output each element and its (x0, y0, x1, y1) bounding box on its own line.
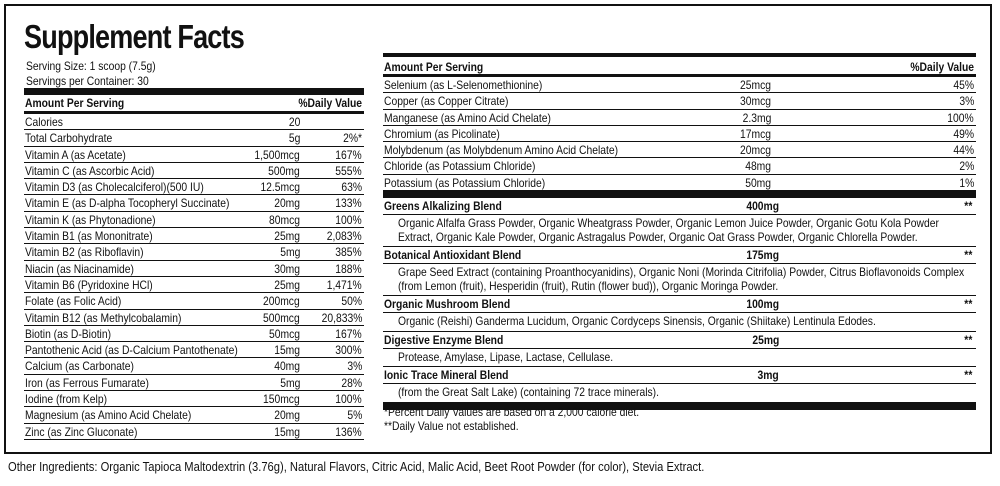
header-amount-label: Amount Per Serving (25, 96, 125, 110)
nutrient-daily-value: 100% (335, 392, 362, 407)
thick-rule (24, 88, 364, 95)
blend-name: Ionic Trace Mineral Blend (384, 368, 509, 383)
label-title: Supplement Facts (24, 18, 244, 55)
nutrient-row (24, 163, 364, 179)
nutrient-row (24, 147, 364, 163)
other-ingredients: Other Ingredients: Organic Tapioca Maltodextrin (3.76g), Natural Flavors, Citric Acid, Malic Acid, Beet Root Powder (for color), Stevia Extract. (8, 459, 705, 474)
blend-header-row (383, 367, 976, 384)
thick-rule (383, 191, 976, 198)
nutrient-row (24, 358, 364, 374)
nutrient-row (383, 77, 976, 93)
nutrient-amount: 30mcg (740, 94, 771, 109)
nutrient-row (383, 158, 976, 174)
nutrient-name: Selenium (as L-Selenomethionine) (384, 78, 543, 92)
nutrient-row (24, 407, 364, 423)
nutrient-name: Potassium (as Potassium Chloride) (384, 175, 546, 190)
nutrient-amount: 500mcg (263, 310, 300, 325)
nutrient-name: Total Carbohydrate (25, 131, 113, 146)
blend-name: Botanical Antioxidant Blend (384, 248, 522, 263)
footnote-not-established: **Daily Value not established. (384, 419, 519, 433)
nutrient-row (24, 228, 364, 244)
nutrient-row (383, 93, 976, 109)
nutrient-name: Biotin (as D-Biotin) (25, 326, 112, 341)
nutrient-daily-value: 167% (335, 326, 362, 341)
nutrient-daily-value: 5% (347, 408, 362, 423)
nutrient-daily-value: 20,833% (321, 310, 362, 325)
blend-name: Greens Alkalizing Blend (384, 199, 502, 214)
serving-size: Serving Size: 1 scoop (7.5g) (26, 59, 156, 73)
nutrient-amount: 15mg (274, 343, 300, 358)
nutrient-daily-value: 100% (335, 212, 362, 227)
blend-ingredients-text: (from the Great Salt Lake) (containing 72 trace minerals). (398, 385, 659, 400)
nutrient-daily-value: 136% (335, 424, 362, 439)
nutrient-amount: 25mg (274, 229, 300, 244)
nutrient-daily-value: 63% (341, 180, 362, 195)
nutrient-row (24, 244, 364, 260)
nutrient-name: Pantothenic Acid (as D-Calcium Pantothenate) (25, 343, 238, 358)
nutrient-row (24, 212, 364, 228)
blend-amount: 100mg (746, 297, 779, 312)
nutrient-amount: 40mg (274, 359, 300, 374)
nutrient-amount: 12.5mcg (260, 180, 300, 195)
nutrient-row (24, 391, 364, 407)
header-amount-label: Amount Per Serving (384, 60, 484, 74)
nutrient-daily-value: 50% (341, 294, 362, 309)
nutrient-daily-value: 167% (335, 147, 362, 162)
right-nutrient-table (383, 53, 976, 410)
nutrient-row (383, 142, 976, 158)
nutrient-amount: 2.3mg (742, 110, 771, 125)
blend-daily-value: ** (963, 332, 972, 347)
blend-amount: 25mg (752, 332, 779, 347)
nutrient-amount: 500mg (268, 163, 300, 178)
nutrient-name: Vitamin C (as Ascorbic Acid) (25, 163, 155, 178)
nutrient-row (383, 175, 976, 191)
nutrient-name: Calcium (as Carbonate) (25, 359, 134, 374)
nutrient-name: Zinc (as Zinc Gluconate) (25, 424, 138, 439)
nutrient-row (24, 375, 364, 391)
nutrient-name: Vitamin B6 (Pyridoxine HCl) (25, 277, 153, 292)
nutrient-daily-value: 300% (335, 343, 362, 358)
blend-name: Organic Mushroom Blend (384, 297, 511, 312)
blend-daily-value: ** (963, 297, 972, 312)
blend-name: Digestive Enzyme Blend (384, 332, 504, 347)
nutrient-daily-value: 385% (335, 245, 362, 260)
nutrient-amount: 20mg (274, 196, 300, 211)
nutrient-amount: 25mg (274, 277, 300, 292)
nutrient-daily-value: 28% (341, 375, 362, 390)
nutrient-row (24, 277, 364, 293)
blend-ingredients (383, 313, 976, 332)
blend-header-row (383, 198, 976, 215)
blend-ingredients (383, 215, 976, 247)
nutrient-name: Molybdenum (as Molybdenum Amino Acid Chelate) (384, 143, 619, 158)
footnote-dv: *Percent Daily Values are based on a 2,000 calorie diet. (384, 405, 640, 419)
nutrient-name: Manganese (as Amino Acid Chelate) (384, 110, 551, 125)
nutrient-daily-value: 1% (959, 175, 974, 190)
blend-ingredients-text: Grape Seed Extract (containing Proanthocyanidins), Organic Noni (Morinda Citrifolia) Powder, Citrus Bioflavonoids Complex (from Lemon (fruit), Hesperidin (fruit), Rutin (flower bud)), Organic Moringa Powder. (398, 265, 965, 293)
header-dv-label: %Daily Value (298, 96, 362, 110)
nutrient-amount: 15mg (274, 424, 300, 439)
nutrient-amount: 30mg (274, 261, 300, 276)
blend-amount: 3mg (757, 368, 779, 383)
nutrient-row (24, 114, 364, 130)
nutrient-name: Magnesium (as Amino Acid Chelate) (25, 408, 192, 423)
nutrient-daily-value: 2% (959, 159, 974, 174)
nutrient-name: Chromium (as Picolinate) (384, 126, 500, 141)
nutrient-daily-value: 188% (335, 261, 362, 276)
blend-header-row (383, 332, 976, 349)
blend-ingredients (383, 349, 976, 368)
nutrient-amount: 5mg (279, 245, 300, 260)
blend-header-row (383, 296, 976, 313)
blend-daily-value: ** (963, 248, 972, 263)
nutrient-name: Iodine (from Kelp) (25, 392, 108, 407)
nutrient-amount: 5g (288, 131, 300, 146)
blend-ingredients-text: Organic Alfalfa Grass Powder, Organic Wheatgrass Powder, Organic Lemon Juice Powder, Organic Gotu Kola Powder Extract, Organic Kale Powder, Organic Astragalus Powder, Organic Oat Grass Powder, Organic Chlorella Powder. (398, 216, 939, 244)
nutrient-amount: 5mg (279, 375, 300, 390)
nutrient-amount: 20mg (274, 408, 300, 423)
nutrient-daily-value: 1,471% (326, 277, 362, 292)
nutrient-name: Vitamin A (as Acetate) (25, 147, 126, 162)
left-table-header (24, 95, 364, 114)
nutrient-daily-value: 555% (335, 163, 362, 178)
blend-ingredients-text: Organic (Reishi) Ganderma Lucidum, Organic Cordyceps Sinensis, Organic (Shiitake) Lentinula Edodes. (398, 314, 876, 329)
blend-amount: 400mg (746, 199, 779, 214)
nutrient-name: Vitamin B12 (as Methylcobalamin) (25, 310, 182, 325)
nutrient-name: Vitamin K (as Phytonadione) (25, 212, 156, 227)
nutrient-amount: 200mcg (263, 294, 300, 309)
nutrient-daily-value: 100% (947, 110, 974, 125)
nutrient-amount: 50mcg (269, 326, 300, 341)
blend-ingredients (383, 264, 976, 296)
nutrient-daily-value: 44% (953, 143, 974, 158)
nutrient-amount: 20 (288, 115, 300, 129)
nutrient-amount: 150mcg (263, 392, 300, 407)
nutrient-name: Niacin (as Niacinamide) (25, 261, 134, 276)
nutrient-daily-value: 45% (953, 78, 974, 92)
nutrient-name: Folate (as Folic Acid) (25, 294, 122, 309)
nutrient-name: Vitamin B2 (as Riboflavin) (25, 245, 144, 260)
nutrient-amount: 50mg (745, 175, 771, 190)
servings-per-container: Servings per Container: 30 (26, 74, 149, 88)
blend-daily-value: ** (963, 199, 972, 214)
nutrient-row (24, 293, 364, 309)
left-nutrient-table (24, 88, 364, 440)
nutrient-name: Calories (25, 115, 63, 129)
nutrient-daily-value: 49% (953, 126, 974, 141)
nutrient-row (24, 326, 364, 342)
blend-ingredients-text: Protease, Amylase, Lipase, Lactase, Cellulase. (398, 349, 614, 364)
nutrient-amount: 17mcg (740, 126, 771, 141)
blend-daily-value: ** (963, 368, 972, 383)
nutrient-name: Vitamin E (as D-alpha Tocopheryl Succinate) (25, 196, 230, 211)
header-dv-label: %Daily Value (910, 60, 974, 74)
nutrient-amount: 80mcg (269, 212, 300, 227)
nutrient-row (24, 310, 364, 326)
nutrient-row (24, 261, 364, 277)
nutrient-amount: 1,500mcg (254, 147, 300, 162)
blend-amount: 175mg (746, 248, 779, 263)
nutrient-amount: 25mcg (740, 78, 771, 92)
nutrient-row (24, 179, 364, 195)
blend-header-row (383, 247, 976, 264)
nutrient-daily-value: 3% (959, 94, 974, 109)
nutrient-row (24, 342, 364, 358)
nutrient-row (24, 130, 364, 146)
nutrient-name: Iron (as Ferrous Fumarate) (25, 375, 149, 390)
nutrient-daily-value: 2,083% (326, 229, 362, 244)
nutrient-amount: 20mcg (740, 143, 771, 158)
right-table-header (383, 57, 976, 77)
nutrient-name: Vitamin D3 (as Cholecalciferol)(500 IU) (25, 180, 204, 195)
nutrient-daily-value: 3% (347, 359, 362, 374)
blend-ingredients (383, 384, 976, 403)
nutrient-row (383, 126, 976, 142)
nutrient-daily-value: 133% (335, 196, 362, 211)
nutrient-row (24, 424, 364, 440)
nutrient-row (383, 110, 976, 126)
nutrient-row (24, 195, 364, 211)
nutrient-name: Copper (as Copper Citrate) (384, 94, 509, 109)
nutrient-daily-value: 2%* (343, 131, 362, 146)
nutrient-name: Vitamin B1 (as Mononitrate) (25, 229, 153, 244)
nutrient-name: Chloride (as Potassium Chloride) (384, 159, 536, 174)
nutrient-amount: 48mg (745, 159, 771, 174)
